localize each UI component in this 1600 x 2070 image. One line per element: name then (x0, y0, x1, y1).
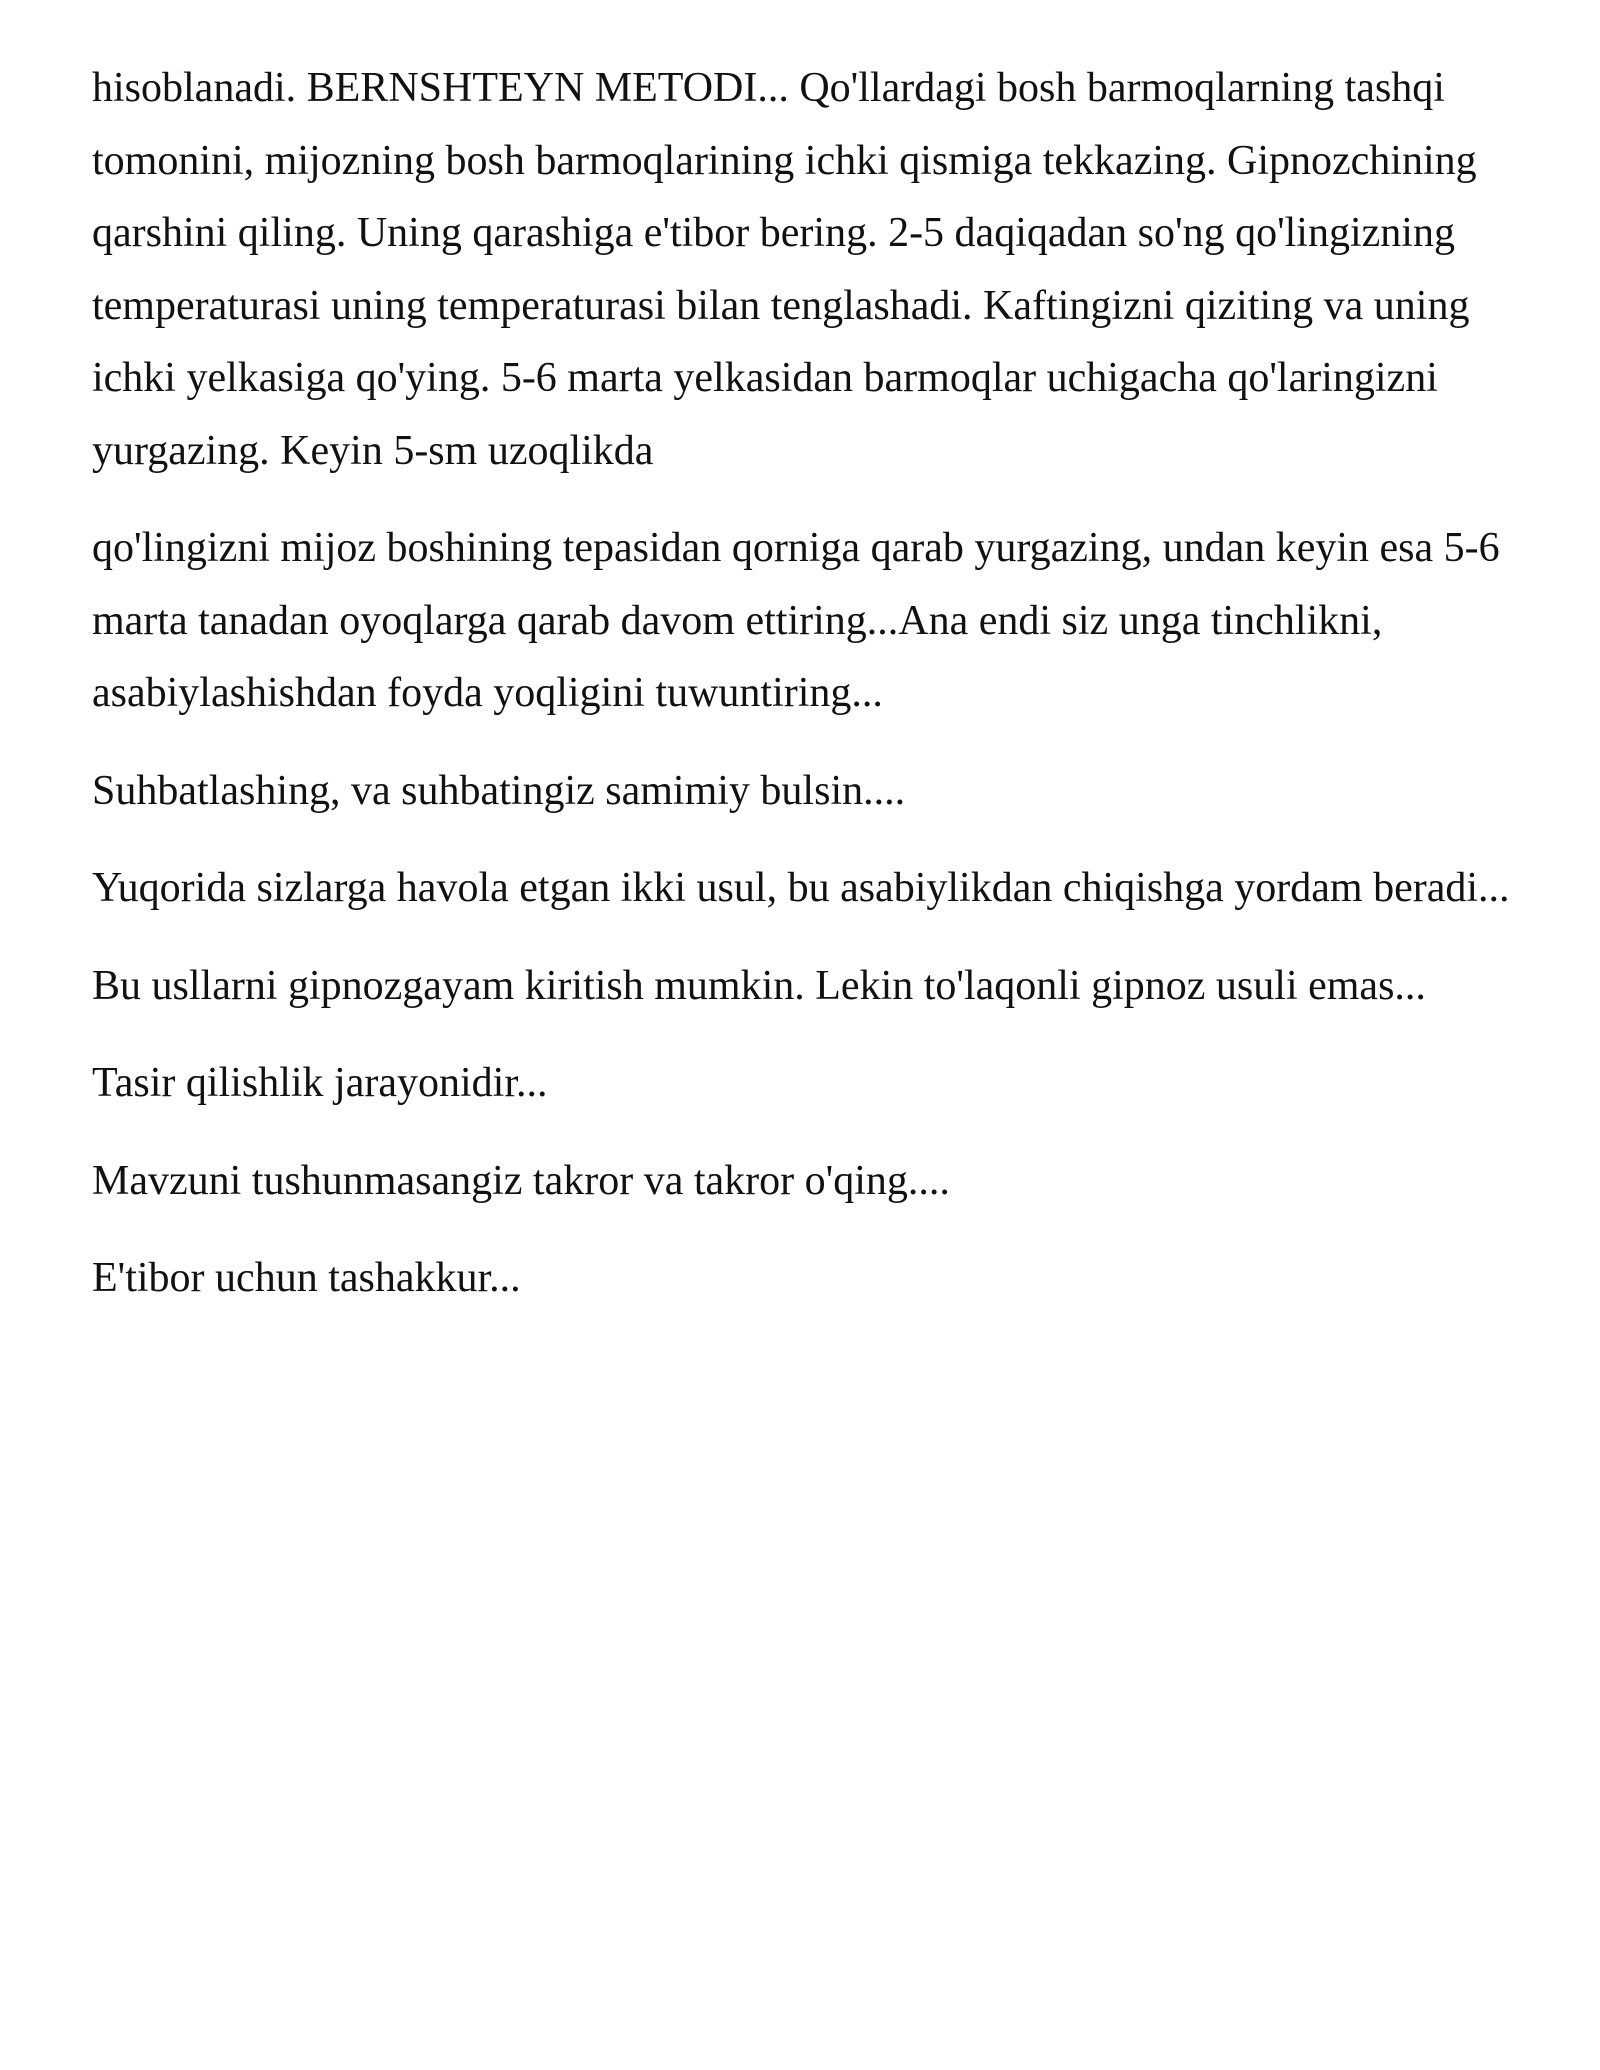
text-line: E'tibor uchun tashakkur... (92, 1255, 521, 1301)
text-line: ichki yelkasiga qo'ying. 5-6 marta yelkasidan barmoqlar uchigacha qo'laringizni (92, 355, 1438, 401)
paragraph-thanks (92, 1242, 1532, 1315)
paragraph-conversation (92, 755, 1532, 828)
paragraph-two-methods (92, 852, 1532, 925)
text-line: temperaturasi uning temperaturasi bilan tenglashadi. Kaftingizni qiziting va uning (92, 282, 1470, 329)
text-line: Yuqorida sizlarga havola etgan ikki usul, bu asabiylikdan chiqishga yordam beradi... (92, 865, 1510, 911)
text-line: Bu usllarni gipnozgayam kiritish mumkin. Lekin to'laqonli gipnoz usuli emas... (92, 962, 1426, 1009)
text-line: hisoblanadi. BERNSHTEYN METODI... Qo'llardagi bosh barmoqlarning tashqi (92, 65, 1445, 111)
text-line: qo'lingizni mijoz boshining tepasidan qorniga qarab yurgazing, undan keyin esa 5-6 (92, 525, 1500, 571)
text-line: marta tanadan oyoqlarga qarab davom ettiring...Ana endi siz unga tinchlikni, (92, 597, 1383, 644)
text-line: qarshini qiling. Uning qarashiga e'tibor bering. 2-5 daqiqadan so'ng qo'lingizning (92, 210, 1455, 256)
paragraph-hypnosis-note (92, 950, 1532, 1023)
text-line: asabiylashishdan foyda yoqligini tuwuntiring... (92, 670, 883, 716)
paragraph-bernshteyn-method (92, 52, 1532, 487)
document-page (92, 52, 1532, 1340)
text-line: yurgazing. Keyin 5-sm uzoqlikda (92, 427, 654, 474)
text-line: Tasir qilishlik jarayonidir... (92, 1060, 548, 1106)
text-line: Suhbatlashing, va suhbatingiz samimiy bulsin.... (92, 767, 906, 814)
paragraph-hand-movement (92, 512, 1532, 730)
paragraph-influence-process (92, 1047, 1532, 1120)
text-line: tomonini, mijozning bosh barmoqlarining ichki qismiga tekkazing. Gipnozchining (92, 137, 1477, 184)
text-line: Mavzuni tushunmasangiz takror va takror o'qing.... (92, 1157, 950, 1204)
paragraph-reread-advice (92, 1145, 1532, 1218)
